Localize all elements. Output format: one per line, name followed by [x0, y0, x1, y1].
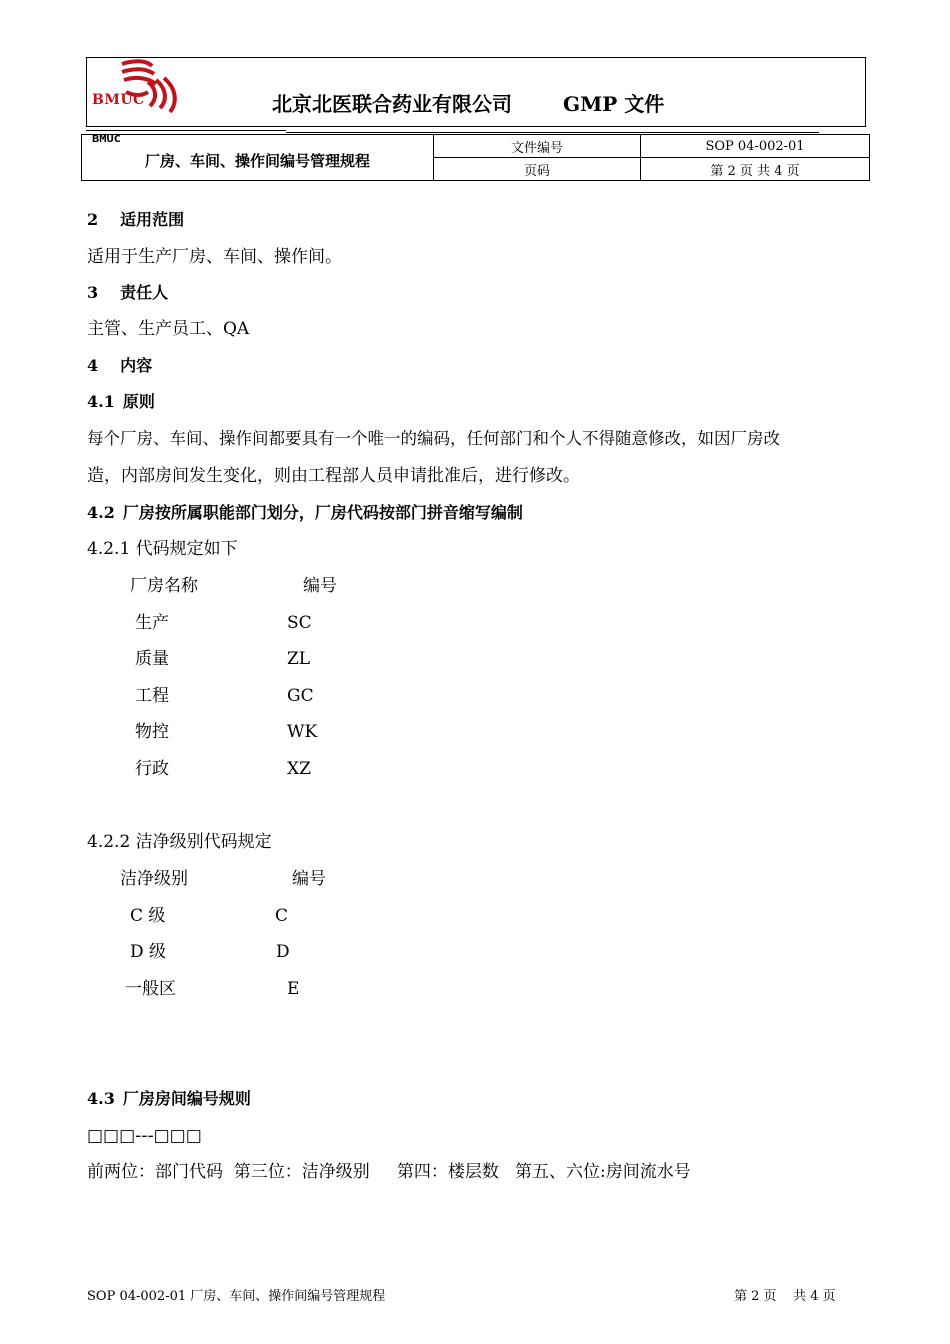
section-4-1-line-1: 每个厂房、车间、操作间都要具有一个唯一的编码，任何部门和个人不得随意修改，如因厂房改 — [87, 429, 780, 448]
factory-row-name: 工程 — [135, 686, 169, 706]
section-number: 4 — [87, 356, 99, 375]
factory-row-name: 物控 — [135, 722, 169, 742]
factory-row-name: 行政 — [135, 759, 169, 779]
factory-row-name: 生产 — [135, 613, 169, 633]
page-label: 页码 — [434, 158, 641, 181]
factory-row-code: XZ — [287, 759, 311, 779]
clean-row-name: C 级 — [130, 906, 166, 926]
section-title: 适用范围 — [120, 210, 185, 229]
section-3-heading — [87, 282, 168, 304]
room-code-description: 前两位：部门代码 第三位：洁净级别 第四：楼层数 第五、六位:房间流水号 — [87, 1162, 691, 1182]
section-title: 内容 — [120, 356, 153, 375]
section-2-heading — [87, 209, 184, 231]
section-number: 4.2 — [87, 503, 115, 522]
section-4-1-heading — [87, 391, 155, 413]
page-value: 第 2 页 共 4 页 — [641, 158, 870, 181]
company-name: 北京北医联合药业有限公司 — [272, 92, 512, 116]
document-info-table — [81, 134, 870, 181]
footer-document-title: SOP 04-002-01 厂房、车间、操作间编号管理规程 — [87, 1289, 386, 1304]
factory-code-header: 编号 — [303, 576, 337, 596]
clean-level-header: 洁净级别 — [120, 869, 188, 889]
clean-row-name: 一般区 — [125, 979, 176, 999]
section-4-1-line-2: 造，内部房间发生变化，则由工程部人员申请批准后，进行修改。 — [87, 466, 580, 486]
section-4-3-heading — [87, 1088, 251, 1110]
section-number: 3 — [87, 283, 99, 302]
clean-row-code: E — [287, 979, 300, 999]
document-title-cell — [82, 135, 434, 181]
section-2-text: 适用于生产厂房、车间、操作间。 — [87, 247, 342, 267]
document-type: GMP 文件 — [563, 92, 665, 116]
clean-row-name: D 级 — [130, 942, 167, 962]
section-title: 厂房房间编号规则 — [122, 1089, 251, 1108]
section-3-text: 主管、生产员工、QA — [87, 319, 250, 339]
clean-row-code: C — [275, 906, 289, 926]
factory-row-code: GC — [287, 686, 314, 706]
section-title: 厂房按所属职能部门划分，厂房代码按部门拼音缩写编制 — [122, 503, 523, 522]
small-logo-text: BMUC — [92, 133, 121, 145]
factory-row-name: 质量 — [135, 649, 169, 669]
section-title: 原则 — [122, 392, 155, 411]
factory-row-code: WK — [287, 722, 318, 742]
section-number: 4.3 — [87, 1089, 115, 1108]
section-4-2-1-heading: 4.2.1 代码规定如下 — [87, 539, 238, 559]
section-4-heading — [87, 355, 152, 377]
file-number-value: SOP 04-002-01 — [641, 135, 870, 158]
room-code-pattern: □□□---□□□ — [87, 1126, 202, 1146]
factory-row-code: ZL — [287, 649, 311, 669]
section-4-2-heading — [87, 502, 523, 524]
factory-row-code: SC — [287, 613, 312, 633]
document-title: 厂房、车间、操作间编号管理规程 — [144, 152, 370, 170]
header-rule-right — [286, 132, 819, 133]
section-number: 4.1 — [87, 392, 115, 411]
section-4-2-2-heading: 4.2.2 洁净级别代码规定 — [87, 832, 272, 852]
section-title: 责任人 — [120, 283, 169, 302]
factory-name-header: 厂房名称 — [130, 576, 198, 596]
clean-row-code: D — [276, 942, 290, 962]
footer-page-number: 第 2 页 共 4 页 — [734, 1289, 836, 1304]
logo-text: BMUC — [92, 92, 145, 108]
file-number-label: 文件编号 — [434, 135, 641, 158]
clean-code-header: 编号 — [292, 869, 326, 889]
section-number: 2 — [87, 210, 99, 229]
header-rule-left — [86, 130, 286, 131]
